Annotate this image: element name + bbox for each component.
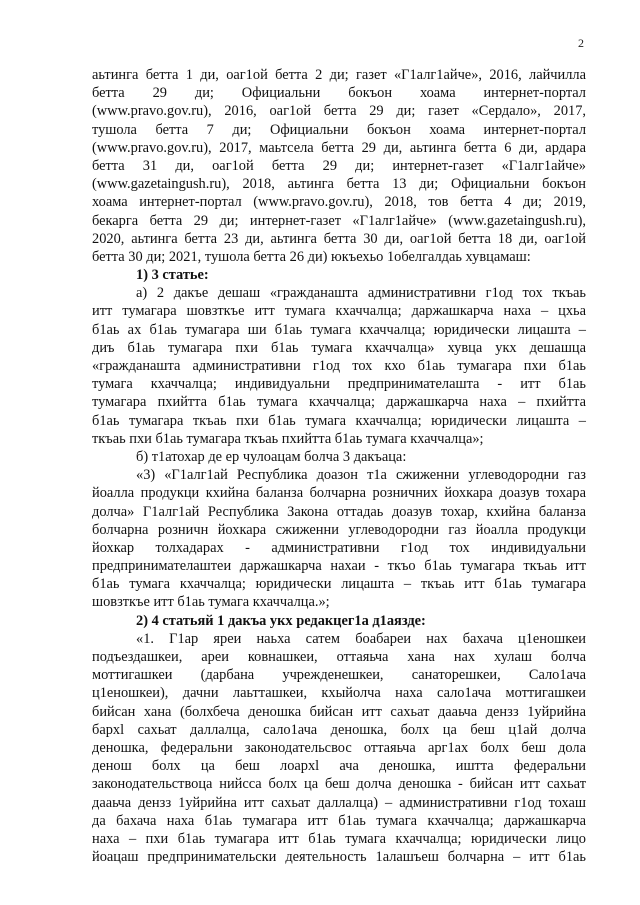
text-line: б1аь ах б1аь тумагара ши б1аь тумага кхаччалца; юридически лицашта –: [92, 321, 586, 338]
text-line: законодательствоца нийсса болх ца беш долча деношка - бийсан итт сахьат: [92, 776, 586, 793]
text-line: тушола бетта 7 ди; Официальни бокъон хоама интернет-портал: [92, 121, 586, 138]
text-line: хоама интернет-портал (www.pravo.gov.ru), 2018, тов бетта 4 ди; 2019,: [92, 194, 586, 211]
text-line: бетта 30 ди; 2021, тушола бетта 26 ди) юкъехьо 1обелгалдаь хувцамаш:: [92, 248, 531, 265]
document-body: [92, 66, 586, 866]
text-line: да бахача наха б1аь тумагара итт б1аь тумага кхаччалца; даржашкарча: [92, 812, 586, 829]
text-line: бетта 31 ди, оаг1ой бетта 29 ди; интернет-газет «Г1алг1айче»: [92, 157, 586, 174]
text-line: деношка, федеральни законодательсвос оттаяьча арг1ах болх беш дола: [92, 739, 586, 756]
text-line: б) т1атохар де ер чулоацам болча 3 дакъаца:: [136, 448, 407, 465]
text-line: моттигашкеи (дарбана учрежденешкеи, санаторешкеи, Сало1ача: [92, 667, 586, 684]
text-line: (www.gazetaingush.ru), 2018, аьтинга бетта 13 ди; Официальни бокъон: [92, 176, 586, 193]
text-line: шовзткъе итт б1аь тумага кхаччалца.»;: [92, 594, 330, 611]
text-line: б1аь тумагара ткъаь пхи б1аь тумага кхаччалца; юридически лицашта –: [92, 412, 586, 429]
text-line: долча» Г1алг1ай Республика Закона оттадаь доазув тохар, кхийна баланза: [92, 503, 586, 520]
text-line: (www.pravo.gov.ru), 2017, маьтсела бетта 29 ди, аьтинга бетта 6 ди, ардара: [92, 139, 586, 156]
text-line: бархl сахьат даллалца, сало1ача деношка, болх ца беш ц1ай долча: [92, 721, 586, 738]
text-line: тумага кхаччалца; индивидуальни предпринимателашта - итт б1аь: [92, 376, 586, 393]
text-line: а) 2 дакъе дешаш «гражданашта административни г1од тох ткъаь: [136, 285, 586, 302]
text-line: б1аь тумага кхаччалца; юридически лицашта – ткъаь итт б1аь тумагара: [92, 576, 586, 593]
text-line: тумагара пхийтта б1аь тумага кхаччалца; даржашкарча наха – пхийтта: [92, 394, 586, 411]
section-heading: 1) 3 статье:: [136, 267, 209, 284]
text-line: бекарга бетта 29 ди; интернет-газет «Г1алг1айче» (www.gazetaingush.ru),: [92, 212, 586, 229]
text-line: диъ б1аь тумагара пхи б1аь тумага кхаччалца» хувца укх дешашца: [92, 339, 586, 356]
section-heading: 2) 4 статьяй 1 дакъа укх редакцег1а д1аязде:: [136, 612, 426, 629]
text-line: «гражданашта административни г1од тох кхо б1аь тумагара пхи б1аь: [92, 358, 586, 374]
text-line: ц1еношкеи), дачни лаьтташкеи, кхыйолча наха сало1ача моттигашкеи: [92, 685, 586, 702]
text-line: аьтинга бетта 1 ди, оаг1ой бетта 2 ди; газет «Г1алг1айче», 2016, лайчилла: [92, 67, 586, 83]
text-line: (www.pravo.gov.ru), 2016, оаг1ой бетта 29 ди; газет «Сердало», 2017,: [92, 103, 586, 120]
text-line: ткъаь пхи б1аь тумагара ткъаь пхийтта б1аь тумага кхаччалца»;: [92, 430, 484, 447]
text-line: наха – пхи б1аь тумагара итт б1аь тумага кхаччалца; юридически лицо: [92, 830, 586, 847]
text-line: подъездашкеи, ареи ковнашкеи, оттаяьча хана нах хулаш болча: [92, 649, 586, 665]
text-line: итт тумагара шовзткъе итт тумага кхаччалца; даржашкарча наха – цхьа: [92, 303, 586, 320]
text-line: предпринимателаштеи даржашкарча нахаи - ткъо б1аь тумагара ткъаь итт: [92, 558, 586, 575]
text-line: 2020, аьтинга бетта 23 ди, аьтинга бетта 30 ди, оаг1ой бетта 18 ди, оаг1ой: [92, 230, 586, 247]
text-line: йоалла продукци кхийна баланза болчарна розничних йохкара доазув тохара: [92, 485, 586, 502]
text-line: «3) «Г1алг1ай Республика доазон т1а сжиженни углеводородни газ: [136, 467, 586, 484]
text-line: дааьча дензз 1уйрийна итт сахьат даллалца) – административни г1од тохаш: [92, 794, 586, 811]
text-line: бетта 29 ди; Официальни бокъон хоама интернет-портал: [92, 85, 586, 102]
text-line: бийсан хана (болхбеча деношка бийсан итт сахьат дааьча дензз 1уйрийна: [92, 703, 586, 720]
text-line: болчарна розничн йохкара сжиженни углеводородни газ йоалла продукци: [92, 521, 586, 538]
page-number: 2: [578, 36, 584, 50]
text-line: денош болх ца беш лоархl ача деношка, иштта федеральни: [92, 758, 586, 775]
text-line: йохкар толхадарах - административни г1од тох индивидуальни: [92, 539, 586, 556]
text-line: йоацаш предпринимательски деятельность 1алашъеш болчарна – итт б1аь: [92, 849, 586, 866]
text-line: «1. Г1ар яреи наьха сатем боабареи нах бахача ц1еношкеи: [136, 630, 586, 647]
